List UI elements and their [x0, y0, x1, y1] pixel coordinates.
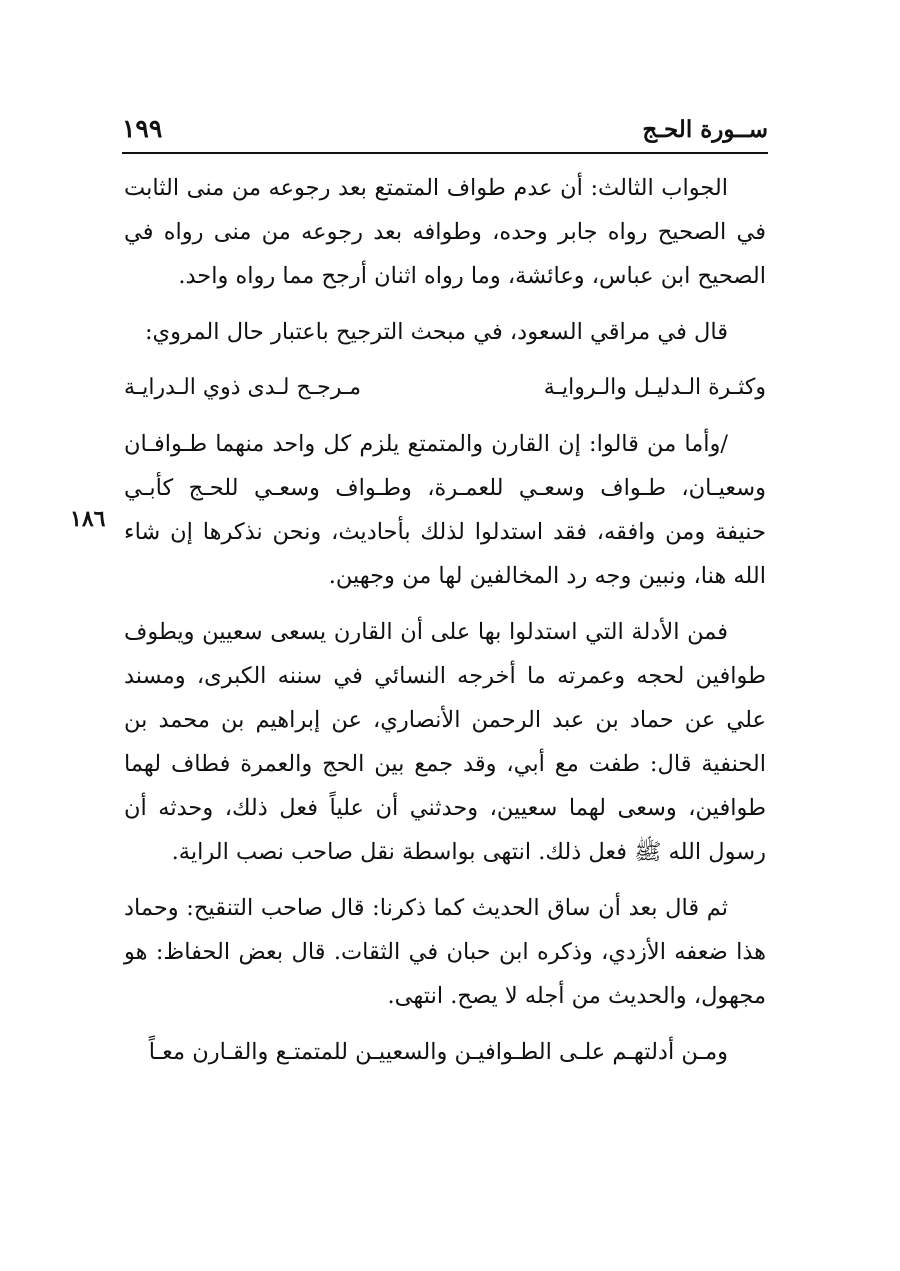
page-header: [122, 112, 768, 154]
verse-first-hemistich: وكثـرة الـدليـل والـروايـة: [543, 375, 766, 400]
margin-page-reference: ١٨٦: [70, 506, 106, 532]
paragraph-evidence-nasai: فمن الأدلة التي استدلوا بها على أن القارن يسعى سعيين ويطوف طوافين لحجه وعمرته ما أخرجه النسائي في سننه الكبرى، ومسند علي عن حماد بن عبد الرحمن الأنصاري، عن إبراهيم بن محمد بن الحنفية قال: طفت مع أبي، وقد جمع بين الحج والعمرة فطاف لهما طوافين، وسعى لهما سعيين، وحدثني أن علياً فعل ذلك، وحدثه أن رسول الله ﷺ فعل ذلك. انتهى بواسطة نقل صاحب نصب الراية.: [124, 619, 766, 865]
page-body: [124, 166, 766, 1086]
surah-title: ســورة الحـج: [642, 116, 768, 143]
paragraph-further-evidence: ومـن أدلتهـم علـى الطـوافيـن والسعييـن للمتمتـع والقـارن معـاً: [148, 1039, 728, 1065]
paragraph-opposing-view: /وأما من قالوا: إن القارن والمتمتع يلزم كل واحد منهما طـوافـان وسعيـان، طـواف وسعـي للعمـرة، وطـواف وسعـي للحـج كأبـي حنيفة ومن وافقه، فقد استدلوا لذلك بأحاديث، ونحن نذكرها إن شاء الله هنا، ونبين وجه رد المخالفين لها من وجهين.: [124, 431, 766, 589]
paragraph-third-answer: الجواب الثالث: أن عدم طواف المتمتع بعد رجوعه من منى الثابت في الصحيح رواه جابر وحده، وطوافه بعد رجوعه من منى رواه في الصحيح ابن عباس، وعائشة، وما رواه اثنان أرجح مما رواه واحد.: [124, 175, 766, 289]
paragraph-tanqih-comment: ثم قال بعد أن ساق الحديث كما ذكرنا: قال صاحب التنقيح: وحماد هذا ضعفه الأزدي، وذكره ابن حبان في الثقات. قال بعض الحفاظ: هو مجهول، والحديث من أجله لا يصح. انتهى.: [124, 895, 766, 1009]
page-number: ١٩٩: [122, 114, 163, 143]
paragraph-maraqi-quote: قال في مراقي السعود، في مبحث الترجيح باعتبار حال المروي:: [144, 319, 728, 345]
verse-second-hemistich: مـرجـح لـدى ذوي الـدرايـة: [124, 375, 362, 400]
poetry-verse: [124, 366, 766, 410]
